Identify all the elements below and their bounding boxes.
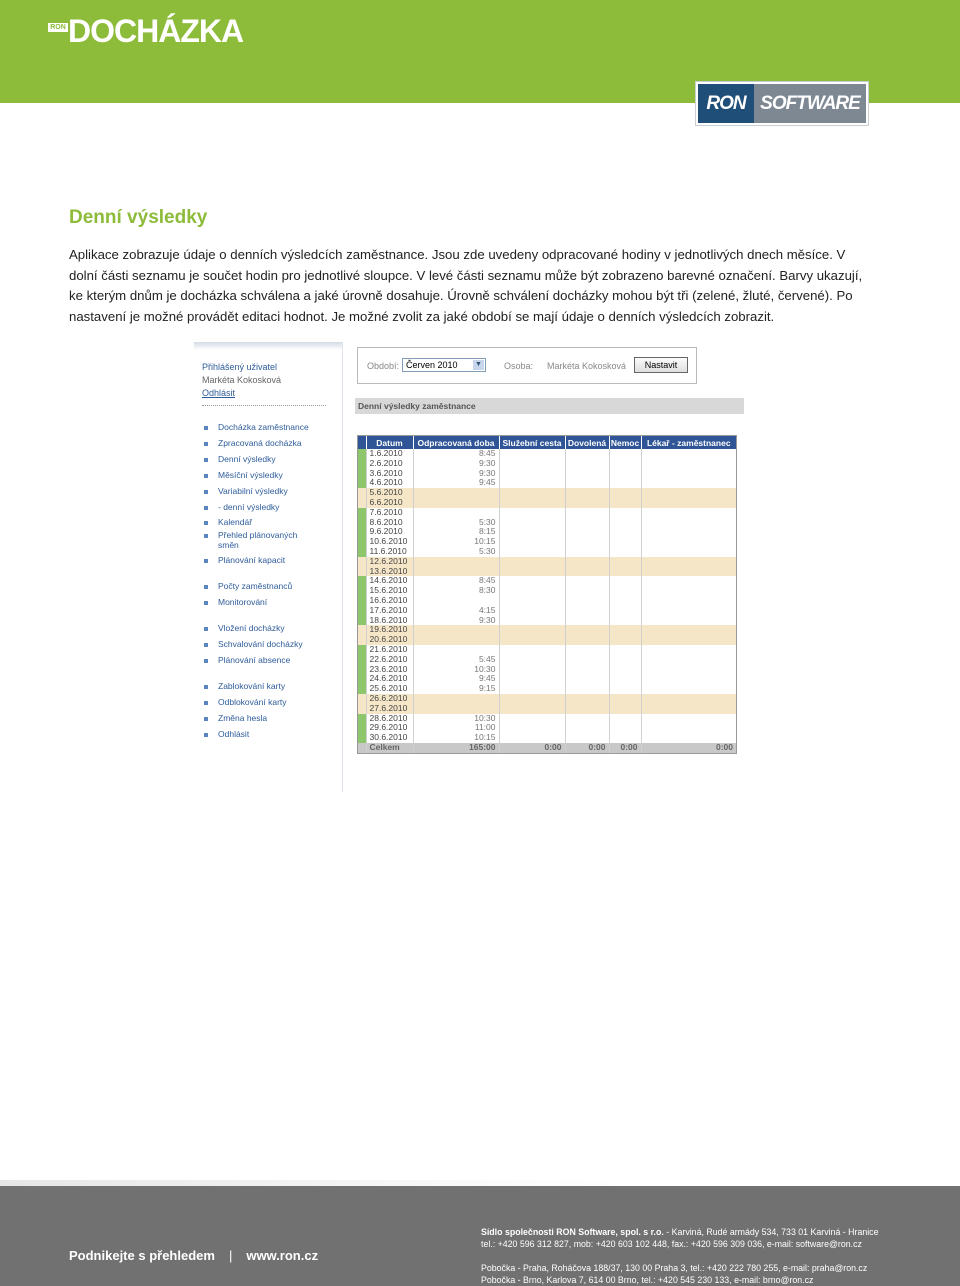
approval-marker [358,635,366,645]
worked-time-cell: 8:15 [413,527,499,537]
bullet-icon [204,643,208,647]
table-row[interactable] [358,723,736,733]
worked-time-cell [413,557,499,567]
worked-time-cell: 9:45 [413,478,499,488]
approval-marker [358,674,366,684]
approval-marker [358,596,366,606]
worked-time-cell: 5:45 [413,655,499,665]
sidebar-item[interactable] [204,454,324,464]
bullet-icon [204,733,208,737]
total-label: Celkem [366,743,413,753]
table-row[interactable] [358,576,736,586]
sidebar-item[interactable] [204,517,324,527]
sidebar-item-label: - denní výsledky [218,502,280,512]
approval-marker [358,469,366,479]
worked-time-cell: 4:15 [413,606,499,616]
table-row[interactable] [358,694,736,704]
slogan-separator: | [228,1248,233,1263]
description-paragraph: Aplikace zobrazuje údaje o denních výsledcích zaměstnance. Jsou zde uvedeny odpracované hodiny v jednotlivých dnech měsíce. V dolní části seznamu je součet hodin pro jednotlivé sloupce. V levé části seznamu může být zobrazeno barevné označení. Barvy ukazují, ke kterým dnům je docházka schválena a jaké úrovně dosahuje. Úrovně schválení docházky mohou být tři (zelené, žluté, červené). Po nastavení je možné provádět editaci hodnot. Je možné zvolit za jaké období se mají údaje o denních výsledcích zobrazit. [69,247,863,324]
approval-marker [358,478,366,488]
worked-time-cell: 10:30 [413,714,499,724]
date-cell: 12.6.2010 [366,557,413,567]
sidebar-item[interactable] [204,470,324,480]
approval-marker [358,537,366,547]
date-cell: 19.6.2010 [366,625,413,635]
table-row[interactable] [358,527,736,537]
approval-marker [358,449,366,459]
bullet-icon [204,426,208,430]
worked-time-cell: 10:15 [413,537,499,547]
table-row[interactable] [358,704,736,714]
sidebar-item[interactable] [204,486,324,496]
approval-marker [358,616,366,626]
sidebar-item[interactable] [204,655,324,665]
panel-title: Denní výsledky zaměstnance [355,398,744,414]
table-row[interactable] [358,733,736,743]
column-header[interactable]: Datum [366,436,413,449]
sidebar-item-label: Odblokování karty [218,697,287,707]
sidebar-item[interactable] [204,422,324,432]
sidebar-item-label: Kalendář [218,517,253,527]
sidebar-item[interactable] [204,639,324,649]
sidebar-item-label: Variabilní výsledky [218,486,288,496]
bullet-icon [204,458,208,462]
date-cell: 15.6.2010 [366,586,413,596]
date-cell: 20.6.2010 [366,635,413,645]
total-cell: 0:00 [609,743,641,753]
bullet-icon [204,506,208,510]
bullet-icon [204,534,208,538]
worked-time-cell [413,694,499,704]
table-row[interactable] [358,488,736,498]
table-row[interactable] [358,606,736,616]
table-row[interactable] [358,586,736,596]
date-cell: 9.6.2010 [366,527,413,537]
sidebar-item[interactable] [204,623,324,633]
sidebar-item-label: Denní výsledky [218,454,276,464]
sidebar-item[interactable] [204,555,324,565]
approval-marker [358,576,366,586]
worked-time-cell: 9:30 [413,469,499,479]
sidebar-item-label: Měsíční výsledky [218,470,283,480]
approval-marker [358,723,366,733]
bullet-icon [204,685,208,689]
sidebar-item-label: Zpracovaná docházka [218,438,302,448]
logo-software: SOFTWARE [754,84,866,123]
sidebar-item-label: Změna hesla [218,713,268,723]
bullet-icon [204,521,208,525]
hq-contacts: tel.: +420 596 312 827, mob: +420 603 102 448, fax.: +420 596 309 036, e-mail: software@ron.cz [481,1239,862,1249]
worked-time-cell [413,508,499,518]
branch-brno: Pobočka - Brno, Karlova 7, 614 00 Brno, tel.: +420 545 230 133, e-mail: brno@ron.cz [481,1275,814,1285]
total-cell: 0:00 [641,743,736,753]
column-header[interactable]: Služební cesta [499,436,565,449]
table-row[interactable] [358,645,736,655]
table-row[interactable] [358,567,736,577]
sidebar-item-label: Zablokování karty [218,681,286,691]
person-value: Markéta Kokosková [547,361,627,371]
table-header-row [358,436,736,449]
total-row [358,743,736,753]
logged-user-heading: Přihlášený uživatel [202,362,278,372]
date-cell: 30.6.2010 [366,733,413,743]
table-row[interactable] [358,655,736,665]
worked-time-cell: 11:00 [413,723,499,733]
date-cell: 10.6.2010 [366,537,413,547]
worked-time-cell [413,625,499,635]
approval-marker [358,733,366,743]
date-cell: 7.6.2010 [366,508,413,518]
worked-time-cell: 9:45 [413,674,499,684]
user-logout-link[interactable]: Odhlásit [202,388,236,398]
date-cell: 3.6.2010 [366,469,413,479]
period-select[interactable] [402,358,486,372]
table-row[interactable] [358,557,736,567]
hq-location: - Karviná, Rudé armády 534, 733 01 Karviná - Hranice [663,1227,879,1237]
date-cell: 29.6.2010 [366,723,413,733]
sidebar-item[interactable] [204,530,324,550]
date-cell: 13.6.2010 [366,567,413,577]
filter-bar [357,347,697,384]
table-row[interactable] [358,635,736,645]
app-sidebar [194,342,343,792]
worked-time-cell: 10:30 [413,665,499,675]
bullet-icon [204,701,208,705]
table-row[interactable] [358,478,736,488]
person-label: Osoba: [504,361,534,371]
worked-time-cell: 9:30 [413,616,499,626]
chevron-down-icon[interactable]: ▼ [473,360,484,370]
hq-name: Sídlo společnosti RON Software, spol. s r.o. [481,1227,664,1237]
bullet-icon [204,559,208,563]
approval-marker [358,665,366,675]
approval-marker [358,518,366,528]
date-cell: 25.6.2010 [366,684,413,694]
approval-marker [358,488,366,498]
worked-time-cell: 8:45 [413,449,499,459]
table-row[interactable] [358,518,736,528]
sidebar-item[interactable] [204,438,324,448]
sidebar-item-label: Docházka zaměstnance [218,422,309,432]
date-cell: 17.6.2010 [366,606,413,616]
bullet-icon [204,442,208,446]
date-cell: 22.6.2010 [366,655,413,665]
table-row[interactable] [358,459,736,469]
worked-time-cell: 10:15 [413,733,499,743]
column-header[interactable]: Nemoc [610,437,640,448]
table-row[interactable] [358,714,736,724]
approval-marker [358,704,366,714]
worked-time-cell: 8:45 [413,576,499,586]
table-row[interactable] [358,625,736,635]
worked-time-cell [413,498,499,508]
approval-marker [358,498,366,508]
logo-ron: RON [698,84,754,123]
approval-marker [358,567,366,577]
sidebar-item[interactable] [204,502,324,512]
total-cell: 0:00 [565,743,609,753]
worked-time-cell: 9:15 [413,684,499,694]
approval-marker [358,684,366,694]
worked-time-cell [413,567,499,577]
bullet-icon [204,627,208,631]
table-row[interactable] [358,665,736,675]
date-cell: 11.6.2010 [366,547,413,557]
page-title: Denní výsledky [69,207,208,228]
approval-marker [358,527,366,537]
worked-time-cell: 5:30 [413,518,499,528]
bullet-icon [204,585,208,589]
slogan-text: Podnikejte s přehledem [69,1248,215,1263]
worked-time-cell [413,635,499,645]
total-cell: 165:00 [413,743,499,753]
sidebar-item-label: Plánování absence [218,655,291,665]
worked-time-cell [413,645,499,655]
table-row[interactable] [358,616,736,626]
footer-slogan [69,1248,318,1263]
daily-results-table [357,435,737,754]
approval-marker [358,655,366,665]
table-row[interactable] [358,596,736,606]
set-button[interactable]: Nastavit [634,357,688,373]
date-cell: 26.6.2010 [366,694,413,704]
date-cell: 1.6.2010 [366,449,413,459]
table-row[interactable] [358,498,736,508]
hq-address [481,1226,878,1238]
sidebar-divider [202,405,326,406]
app-screenshot [194,342,744,792]
date-cell: 5.6.2010 [366,488,413,498]
column-header[interactable]: Odpracovaná doba [413,436,499,449]
approval-marker [358,606,366,616]
table-row[interactable] [358,537,736,547]
date-cell: 27.6.2010 [366,704,413,714]
sidebar-item-label: Monitorování [218,597,268,607]
worked-time-cell: 5:30 [413,547,499,557]
sidebar-item-label: Odhlásit [218,729,250,739]
sidebar-item-label: Přehled plánovaných směn [218,530,298,550]
worked-time-cell [413,596,499,606]
branch-praha: Pobočka - Praha, Roháčova 188/37, 130 00 Praha 3, tel.: +420 222 780 255, e-mail: praha@ron.cz [481,1263,868,1273]
brand-title: DOCHÁZKA [68,13,244,49]
approval-marker [358,557,366,567]
table-row[interactable] [358,547,736,557]
worked-time-cell: 8:30 [413,586,499,596]
sidebar-item[interactable] [204,597,324,607]
sidebar-item[interactable] [204,713,324,723]
table-row[interactable] [358,449,736,459]
date-cell: 28.6.2010 [366,714,413,724]
sidebar-item[interactable] [204,681,324,691]
sidebar-item[interactable] [204,581,324,591]
sidebar-item-label: Počty zaměstnanců [218,581,293,591]
total-cell: 0:00 [499,743,565,753]
bullet-icon [204,474,208,478]
approval-marker [358,714,366,724]
approval-marker [358,508,366,518]
date-cell: 8.6.2010 [366,518,413,528]
date-cell: 18.6.2010 [366,616,413,626]
period-label: Období: [367,361,400,371]
date-cell: 21.6.2010 [366,645,413,655]
table-row[interactable] [358,508,736,518]
sidebar-item-label: Schvalování docházky [218,639,303,649]
date-cell: 6.6.2010 [366,498,413,508]
bullet-icon [204,659,208,663]
sidebar-item[interactable] [204,729,324,739]
table-row[interactable] [358,469,736,479]
column-header[interactable]: Lékař - zaměstnanec [641,436,736,449]
ron-software-logo [695,81,869,126]
worked-time-cell [413,488,499,498]
table-row[interactable] [358,674,736,684]
approval-marker [358,586,366,596]
page-footer [0,1186,960,1286]
ron-small-badge: RON [48,23,68,32]
date-cell: 2.6.2010 [366,459,413,469]
sidebar-item[interactable] [204,697,324,707]
date-cell: 16.6.2010 [366,596,413,606]
column-header[interactable]: Dovolená [565,436,609,449]
bullet-icon [204,601,208,605]
date-cell: 23.6.2010 [366,665,413,675]
bullet-icon [204,490,208,494]
date-cell: 14.6.2010 [366,576,413,586]
approval-marker [358,694,366,704]
period-value: Červen 2010 [406,360,458,370]
sidebar-item-label: Vložení docházky [218,623,285,633]
worked-time-cell [413,704,499,714]
date-cell: 24.6.2010 [366,674,413,684]
table-row[interactable] [358,684,736,694]
logged-user-name: Markéta Kokosková [202,375,282,385]
approval-marker [358,625,366,635]
approval-marker [358,547,366,557]
approval-marker [358,645,366,655]
sidebar-item-label: Plánování kapacit [218,555,286,565]
website-link[interactable]: www.ron.cz [246,1248,319,1263]
worked-time-cell: 9:30 [413,459,499,469]
approval-marker [358,459,366,469]
bullet-icon [204,717,208,721]
date-cell: 4.6.2010 [366,478,413,488]
